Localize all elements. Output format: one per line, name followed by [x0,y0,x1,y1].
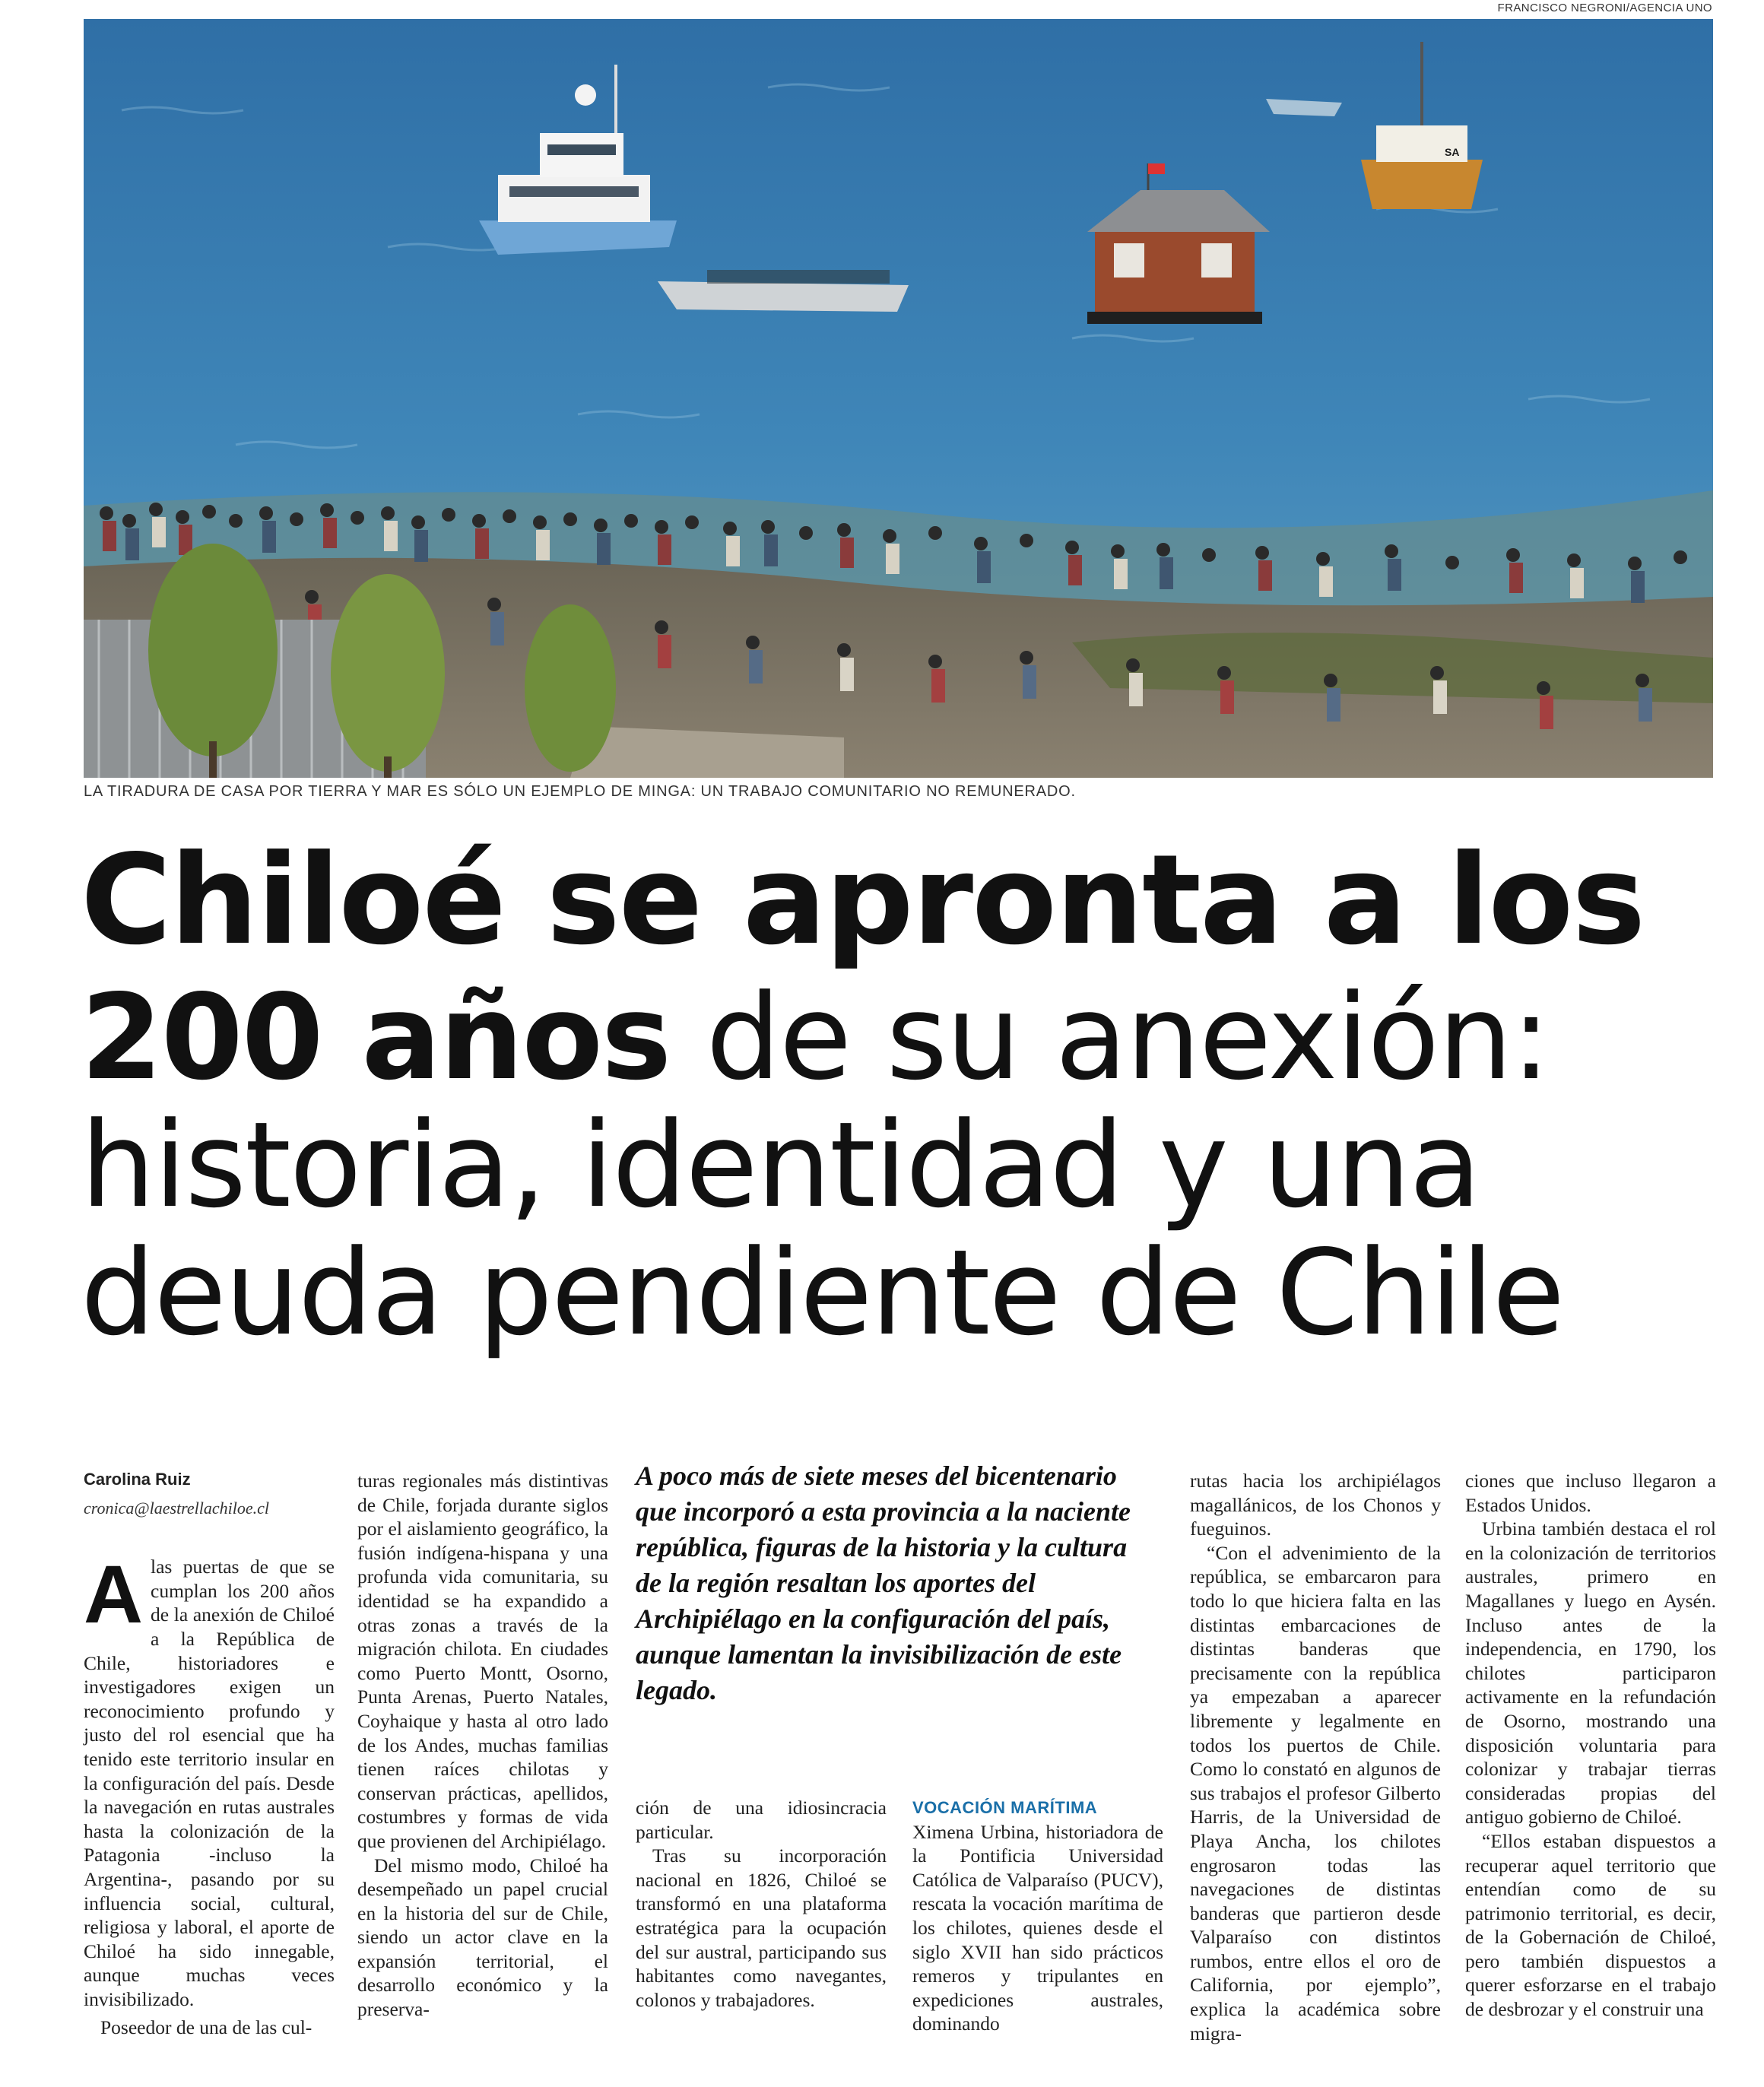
paragraph: “Con el advenimiento de la república, se embarcaron para todo lo que hiciera falta en las distintas embarcaciones de distintas banderas que precisamente con la república ya empezaban a aparecer libremente y legalmente en todos los puertos de Chile. Como lo constató en algunos de sus trabajos el profesor Gilberto Harris, de la Universidad de Playa Ancha, los chilotes engrosaron todas las navegaciones de distintas banderas que partieron desde Valparaíso con distintos rumbos, entre ellos el oro de California, por ejemplo”, explica la académica sobre migra- [1190,1541,1441,2044]
paragraph: rutas hacia los archipiélagos magallánicos, de los Chonos y fueguinos. [1190,1470,1441,1540]
photo-credit: FRANCISCO NEGRONI/AGENCIA UNO [1497,2,1712,14]
column-6 [1465,1469,1716,2022]
paragraph: Poseedor de una de las cul- [100,2016,313,2039]
paragraph: Ximena Urbina, historiadora de la Pontificia Universidad Católica de Valparaíso (PUCV), rescata la vocación marítima de los chilotes, quienes desde el siglo XVII han sido prácticos remeros y tripulantes en expediciones australes, dominando [912,1820,1163,2035]
headline [81,829,1723,1362]
headline-line-2 [81,969,1723,1106]
photo-caption: LA TIRADURA DE CASA POR TIERRA Y MAR ES SÓLO UN EJEMPLO DE MINGA: UN TRABAJO COMUNITARIO NO REMUNERADO. [84,783,1076,800]
paragraph: ciones que incluso llegaron a Estados Unidos. [1465,1470,1716,1516]
boat-name: SA [1445,146,1460,158]
headline-line-1: Chiloé se apronta a los [81,829,1645,972]
column-4 [912,1796,1163,2036]
column-3 [636,1796,887,2012]
paragraph: Alas puertas de que se cumplan los 200 años de la anexión de Chiloé a la República de Chile, historiadores e investigadores exigen un reconocimiento profundo y justo del rol esencial que ha tenido este territorio insular en la configuración del país. Desde la navegación en rutas australes hasta la colonización de la Patagonia -incluso la Argentina-, pasando por su influencia social, cultural, religiosa y laboral, el aporte de Chiloé ha sido innegable, aunque muchas veces invisibilizado. [84,1548,335,2010]
column-1 [84,1467,335,2040]
headline-line-2-rest: de su anexión: [670,969,1550,1106]
section-subhead: VOCACIÓN MARÍTIMA [912,1798,1098,1817]
column-2 [357,1469,608,2022]
paragraph: Tras su incorporación nacional en 1826, Chiloé se transformó en una plataforma estratégica para la ocupación del sur austral, participando sus habitantes como navegantes, colonos y trabajadores. [636,1844,887,2011]
headline-line-3: historia, identidad y una [81,1096,1480,1234]
column-5 [1190,1469,1441,2045]
author-name: Carolina Ruiz [84,1470,191,1489]
paragraph: Del mismo modo, Chiloé ha desempeñado un papel crucial en la historia del sur de Chile, siendo un actor clave en la expansión territorial, el desarrollo económico y la preserva- [357,1854,608,2021]
author-email[interactable]: cronica@laestrellachiloe.cl [84,1498,270,1518]
dropcap: A [84,1548,143,1641]
paragraph: Urbina también destaca el rol en la colonización de territorios australes, primero en Magallanes y luego en Aysén. Incluso antes de la independencia, en 1790, los chilotes participaron activamente en la refundación de Osorno, mostrando una disposición voluntaria para colonizar y trabajar tierras consideradas propias del antiguo gobierno de Chiloé. [1465,1518,1716,1829]
lead-photo [84,19,1713,778]
headline-line-4: deuda pendiente de Chile [81,1224,1564,1362]
paragraph: “Ellos estaban dispuestos a recuperar aquel territorio que entendían como de su patrimonio territorial, es decir, de la Gobernación de Chiloé, pero también dispuestos a querer esforzarse en el trabajo de desbrozar y el construir una [1465,1829,1716,2021]
headline-emphasis: 200 años [81,969,671,1106]
article-lead: A poco más de siete meses del bicentenario que incorporó a esta provincia a la naciente república, figuras de la historia y la cultura de la región resaltan los aportes del Archipiélago en la configuración del país, aunque lamentan la invisibilización de este legado. [636,1461,1131,1705]
paragraph: ción de una idiosincracia particular. [636,1797,887,1843]
paragraph: turas regionales más distintivas de Chile, forjada durante siglos por el aislamiento geográfico, la fusión indígena-hispana y una profunda vida comunitaria, su identidad se ha expandido a otras zonas a través de la migración chilota. En ciudades como Puerto Montt, Osorno, Punta Arenas, Puerto Natales, Coyhaique y hasta al otro lado de los Andes, muchas familias tienen raíces chilotas y conservan prácticas, apellidos, costumbres y formas de vida que provienen del Archipiélago. [357,1470,608,1852]
